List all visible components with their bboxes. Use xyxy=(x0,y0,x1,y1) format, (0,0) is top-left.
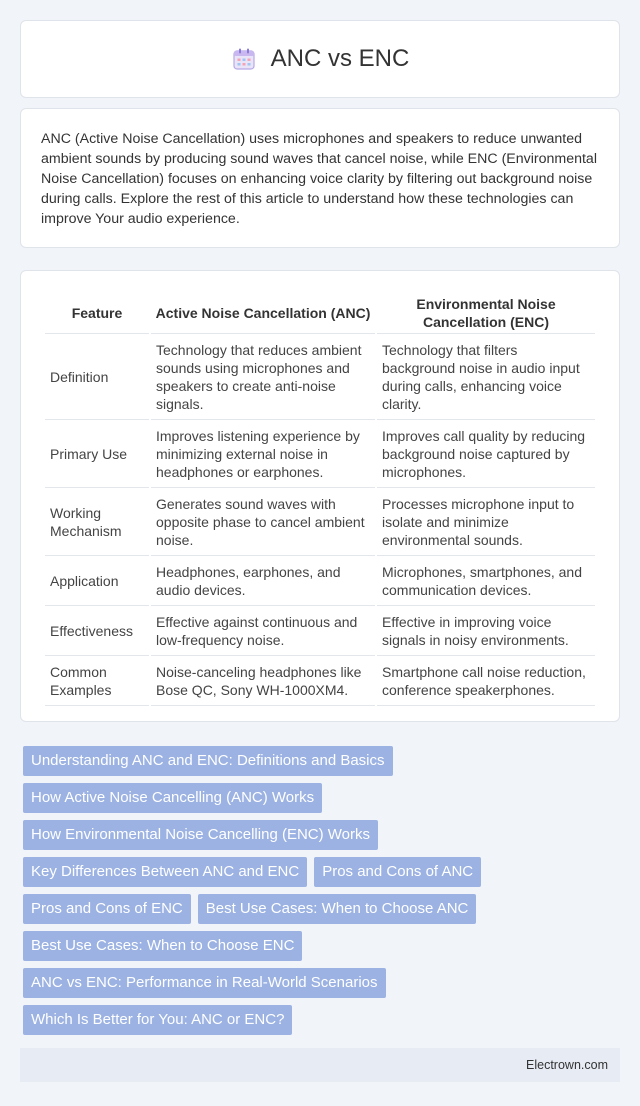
link-key-differences[interactable]: Key Differences Between ANC and ENC xyxy=(23,857,307,887)
header-enc: Environmental Noise Cancellation (ENC) xyxy=(377,291,595,334)
row-feature: Definition xyxy=(45,334,149,420)
table-row xyxy=(45,656,595,706)
link-pros-cons-enc[interactable]: Pros and Cons of ENC xyxy=(23,894,191,924)
table-header-row xyxy=(45,291,595,334)
link-how-enc-works[interactable]: How Environmental Noise Cancelling (ENC) Works xyxy=(23,820,378,850)
title-card xyxy=(20,20,620,98)
table-row xyxy=(45,334,595,420)
table-row xyxy=(45,420,595,488)
row-anc: Effective against continuous and low-frequency noise. xyxy=(151,606,375,656)
row-feature: Common Examples xyxy=(45,656,149,706)
intro-text: ANC (Active Noise Cancellation) uses microphones and speakers to reduce unwanted ambient sounds by producing sound waves that cancel noise, while ENC (Environmental Noise Cancellation) focuses on enhancing voice clarity by filtering out background noise during calls. Explore the rest of this article to understand how these technologies can improve Your audio experience. xyxy=(41,131,597,227)
table-row xyxy=(45,556,595,606)
link-which-is-better[interactable]: Which Is Better for You: ANC or ENC? xyxy=(23,1005,292,1035)
row-enc: Effective in improving voice signals in noisy environments. xyxy=(377,606,595,656)
calendar-icon xyxy=(231,46,257,72)
row-enc: Processes microphone input to isolate and minimize environmental sounds. xyxy=(377,488,595,556)
row-feature: Application xyxy=(45,556,149,606)
link-real-world-performance[interactable]: ANC vs ENC: Performance in Real-World Scenarios xyxy=(23,968,386,998)
page-title: ANC vs ENC xyxy=(270,45,410,72)
row-anc: Noise-canceling headphones like Bose QC, Sony WH-1000XM4. xyxy=(151,656,375,706)
row-anc: Generates sound waves with opposite phase to cancel ambient noise. xyxy=(151,488,375,556)
row-anc: Headphones, earphones, and audio devices. xyxy=(151,556,375,606)
row-enc: Microphones, smartphones, and communication devices. xyxy=(377,556,595,606)
row-enc: Technology that filters background noise in audio input during calls, enhancing voice clarity. xyxy=(377,334,595,420)
header-feature: Feature xyxy=(45,291,149,334)
row-anc: Improves listening experience by minimizing external noise in headphones or earphones. xyxy=(151,420,375,488)
link-use-cases-enc[interactable]: Best Use Cases: When to Choose ENC xyxy=(23,931,302,961)
row-feature: Effectiveness xyxy=(45,606,149,656)
comparison-table xyxy=(43,291,597,706)
table-row xyxy=(45,606,595,656)
row-feature: Working Mechanism xyxy=(45,488,149,556)
footer xyxy=(20,1048,620,1082)
link-pros-cons-anc[interactable]: Pros and Cons of ANC xyxy=(314,857,481,887)
header-anc: Active Noise Cancellation (ANC) xyxy=(151,291,375,334)
related-links xyxy=(20,746,620,1035)
row-anc: Technology that reduces ambient sounds using microphones and speakers to create anti-noise signals. xyxy=(151,334,375,420)
link-use-cases-anc[interactable]: Best Use Cases: When to Choose ANC xyxy=(198,894,477,924)
link-how-anc-works[interactable]: How Active Noise Cancelling (ANC) Works xyxy=(23,783,322,813)
table-row xyxy=(45,488,595,556)
footer-site: Electrown.com xyxy=(526,1058,608,1072)
row-enc: Smartphone call noise reduction, conference speakerphones. xyxy=(377,656,595,706)
row-enc: Improves call quality by reducing background noise captured by microphones. xyxy=(377,420,595,488)
comparison-table-card xyxy=(20,270,620,722)
row-feature: Primary Use xyxy=(45,420,149,488)
intro-card xyxy=(20,108,620,248)
link-understanding-anc-enc[interactable]: Understanding ANC and ENC: Definitions and Basics xyxy=(23,746,393,776)
